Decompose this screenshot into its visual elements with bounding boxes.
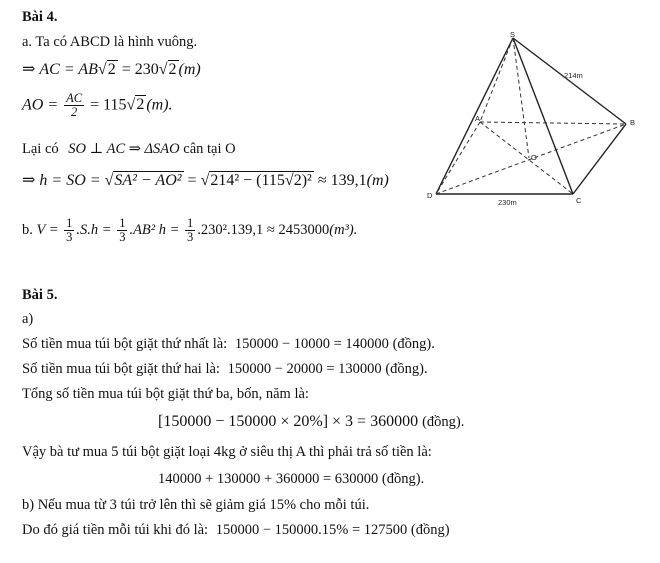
b-mid1: .S.h =: [76, 221, 112, 238]
line1-unit: (đồng).: [392, 336, 435, 352]
line8-text: Do đó giá tiền mỗi túi khi đó là:: [22, 522, 209, 538]
line8-math: 150000 − 150000.15% = 127500: [215, 522, 408, 538]
b-v: V =: [36, 221, 59, 238]
bai4-b-line: [22, 217, 357, 244]
ac-unit: (m): [178, 61, 201, 78]
b-unit: (m³).: [329, 221, 358, 238]
h-radicand-1: SA² − AO²: [114, 172, 182, 189]
edge-cb: [573, 124, 626, 194]
bai5-line4: [158, 413, 464, 431]
label-214m: 214m: [564, 71, 583, 80]
edge-ab: [480, 122, 626, 124]
label-230m: 230m: [498, 198, 517, 207]
h-lhs: h = SO =: [39, 172, 101, 189]
pyramid-figure: [418, 28, 650, 214]
so-text: Lại có: [22, 141, 59, 157]
line4-math: [150000 − 150000 × 20%] × 3 = 360000: [158, 413, 419, 430]
so-tail: cân tại O: [183, 141, 236, 157]
line2-unit: (đồng).: [385, 361, 428, 377]
ao-unit: (m).: [146, 96, 173, 114]
bai4-so-line: [22, 141, 236, 158]
bai4-title: Bài 4.: [22, 9, 58, 25]
bai5-line2: [22, 361, 428, 378]
label-c: C: [576, 196, 582, 205]
b-tail: .230².139,1 ≈ 2453000: [197, 221, 330, 238]
bai4-h-line: ⇒ h = SO = √SA² − AO² = √214² − (115√2)² ≈ 139,1(m): [22, 172, 389, 189]
h-approx: ≈ 139,1: [313, 172, 367, 189]
ac-radicand: 2: [107, 61, 116, 78]
bai5-line1: [22, 336, 435, 353]
line6-math: 140000 + 130000 + 360000 = 630000: [158, 471, 379, 487]
b-prefix: b.: [22, 221, 33, 238]
fraction-one-third: $\frac{1}{3}$: [187, 216, 194, 245]
line4-unit: (đồng).: [422, 414, 465, 430]
label-o: O: [531, 153, 537, 162]
bai5-line7: b) Nếu mua từ 3 túi trở lên thì sẽ giảm giá 15% cho mỗi túi.: [22, 497, 370, 513]
bai5-line3: Tổng số tiền mua túi bột giặt thứ ba, bốn, năm là:: [22, 386, 309, 402]
bai5-line5: Vậy bà tư mua 5 túi bột giặt loại 4kg ở siêu thị A thì phải trả số tiền là:: [22, 444, 432, 460]
ao-radicand: 2: [136, 96, 145, 114]
bai4-ao-line: AO = $\frac{AC}{2}$ = 115√2 (m).: [22, 91, 173, 120]
line1-math: 150000 − 10000 = 140000: [234, 336, 389, 352]
ac-lhs: AC = AB: [39, 61, 98, 78]
ac-radicand-2: 2: [168, 61, 177, 78]
line8-unit: (đồng): [410, 522, 450, 538]
h-radicand-2: 214² − (115√2)²: [210, 172, 312, 189]
fraction-one-third: $\frac{1}{3}$: [119, 216, 126, 245]
label-d: D: [427, 191, 433, 200]
bai5-title: Bài 5.: [22, 287, 58, 303]
arrow-symbol: ⇒: [22, 61, 36, 78]
so-math: SO ⊥ AC ⇒ ΔSAO: [68, 141, 180, 157]
ao-lhs: AO =: [22, 96, 59, 114]
bai5-line6: [158, 471, 424, 488]
line6-unit: (đồng).: [381, 471, 425, 487]
label-a: A: [475, 114, 481, 123]
b-mid2: .AB² h =: [129, 221, 180, 238]
height-so: [513, 38, 529, 158]
bai5-part-a: a): [22, 311, 34, 327]
h-eq: =: [183, 172, 201, 189]
line2-text: Số tiền mua túi bột giặt thứ hai là:: [22, 361, 220, 377]
arrow-symbol: ⇒: [22, 172, 36, 189]
bai4-a-intro: a. Ta có ABCD là hình vuông.: [22, 34, 198, 50]
bai4-ac-line: ⇒ AC = AB√2 = 230√2 (m): [22, 61, 201, 78]
edge-sa: [480, 38, 513, 122]
label-s: S: [510, 30, 516, 39]
line1-text: Số tiền mua túi bột giặt thứ nhất là:: [22, 336, 228, 352]
label-b: B: [630, 118, 636, 127]
bai5-line8: [22, 522, 450, 539]
ac-eq: = 230: [117, 61, 159, 78]
line2-math: 150000 − 20000 = 130000: [227, 361, 382, 377]
fraction-one-third: $\frac{1}{3}$: [66, 216, 73, 245]
ao-fraction: $\frac{AC}{2}$: [66, 91, 83, 120]
h-unit: (m): [366, 172, 389, 189]
ao-rhs: = 115: [90, 96, 127, 114]
edge-ad: [436, 122, 480, 194]
